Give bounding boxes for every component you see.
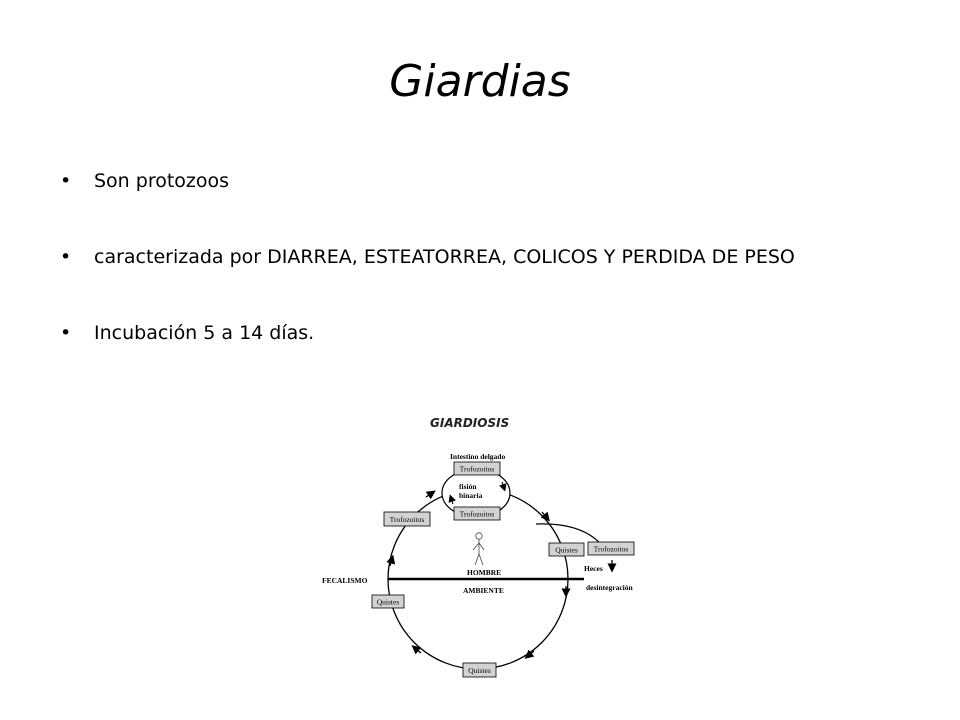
fission-label: binaria <box>459 491 483 500</box>
box-label: Trofozoitos <box>459 464 495 474</box>
box-label: Quistes <box>376 597 400 607</box>
cycle-arrow <box>415 648 421 653</box>
cycle-arrow <box>426 493 432 497</box>
hombre-label: HOMBRE <box>467 568 502 577</box>
left-quistes-box <box>372 595 404 608</box>
right-quistes-box <box>549 543 584 556</box>
fecalismo-label: FECALISMO <box>322 576 368 585</box>
giardiosis-life-cycle-diagram <box>316 404 656 704</box>
bullet-list <box>60 170 795 398</box>
bullet-item: • caracterizada por DIARREA, ESTEATORREA, COLICOS Y PERDIDA DE PESO <box>60 246 795 269</box>
box-label: Quistes <box>468 666 491 675</box>
right-trofozoitos-box <box>588 542 634 555</box>
bullet-item: • Incubación 5 a 14 días. <box>60 322 795 345</box>
bullet-item: • Son protozoos <box>60 170 795 193</box>
ambiente-label: AMBIENTE <box>463 586 504 595</box>
human-figure-icon <box>473 533 484 565</box>
box-label: Trofozoitos <box>389 515 425 524</box>
bottom-quistes-box <box>463 663 496 677</box>
slide-title: Giardias <box>389 56 571 107</box>
top-trofozoitos-box <box>454 462 500 475</box>
diagram-title: GIARDIOSIS <box>430 416 510 430</box>
inner-trofozoitos-box <box>454 507 500 520</box>
intestine-label: Intestino delgado <box>450 452 506 461</box>
left-trofozoitos-box <box>384 512 430 526</box>
box-label: Trofozoitos <box>459 509 495 519</box>
box-label: Trofozoitos <box>593 544 629 554</box>
heces-label: Heces <box>584 564 603 573</box>
fission-label: fisión <box>459 482 477 491</box>
desintegracion-label: desintegración <box>586 583 633 592</box>
box-label: Quistes <box>555 545 578 555</box>
